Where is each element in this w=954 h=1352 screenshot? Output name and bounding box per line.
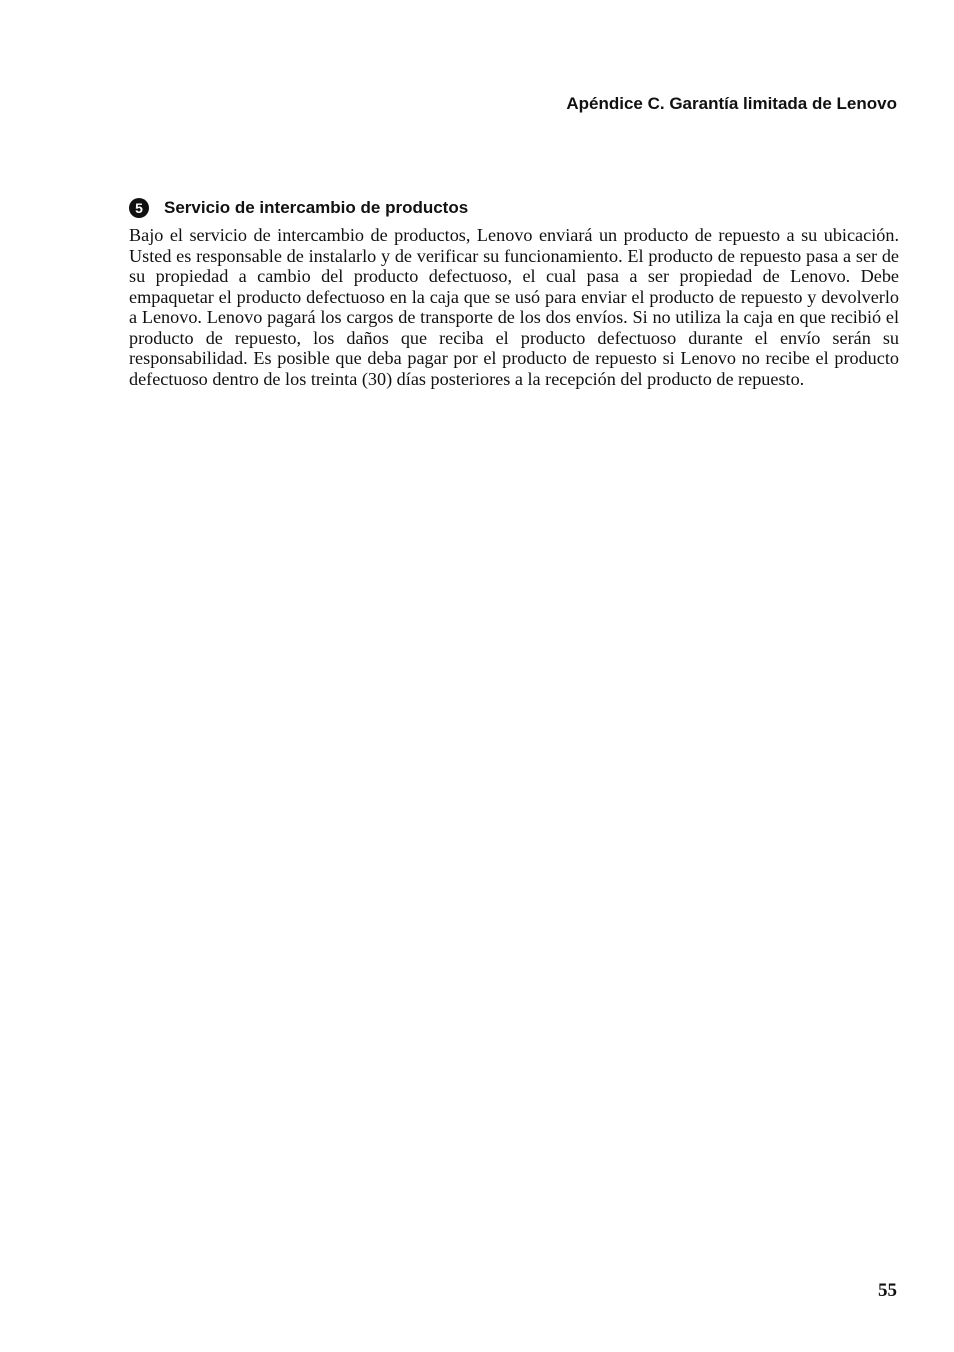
section-heading (129, 197, 899, 219)
section-title: Servicio de intercambio de productos (164, 198, 469, 217)
page-number: 55 (878, 1280, 897, 1301)
numbered-bullet-icon: 5 (129, 198, 149, 218)
section-body-paragraph: Bajo el servicio de intercambio de productos, Lenovo enviará un producto de repuesto a su ubicación. Usted es responsable de instalarlo y de verificar su funcionamiento. El producto de repuesto pasa a ser de su propiedad a cambio del producto defectuoso, el cual pasa a ser propiedad de Lenovo. Debe empaquetar el producto defectuoso en la caja que se usó para enviar el producto de repuesto y devolverlo a Lenovo. Lenovo pagará los cargos de transporte de los dos envíos. Si no utiliza la caja en que recibió el producto de repuesto, los daños que reciba el producto defectuoso durante el envío serán su responsabilidad. Es posible que deba pagar por el producto de repuesto si Lenovo no recibe el producto defectuoso dentro de los treinta (30) días posteriores a la recepción del producto de repuesto. (129, 225, 899, 389)
running-header: Apéndice C. Garantía limitada de Lenovo (566, 94, 897, 113)
section-product-exchange (129, 197, 899, 389)
